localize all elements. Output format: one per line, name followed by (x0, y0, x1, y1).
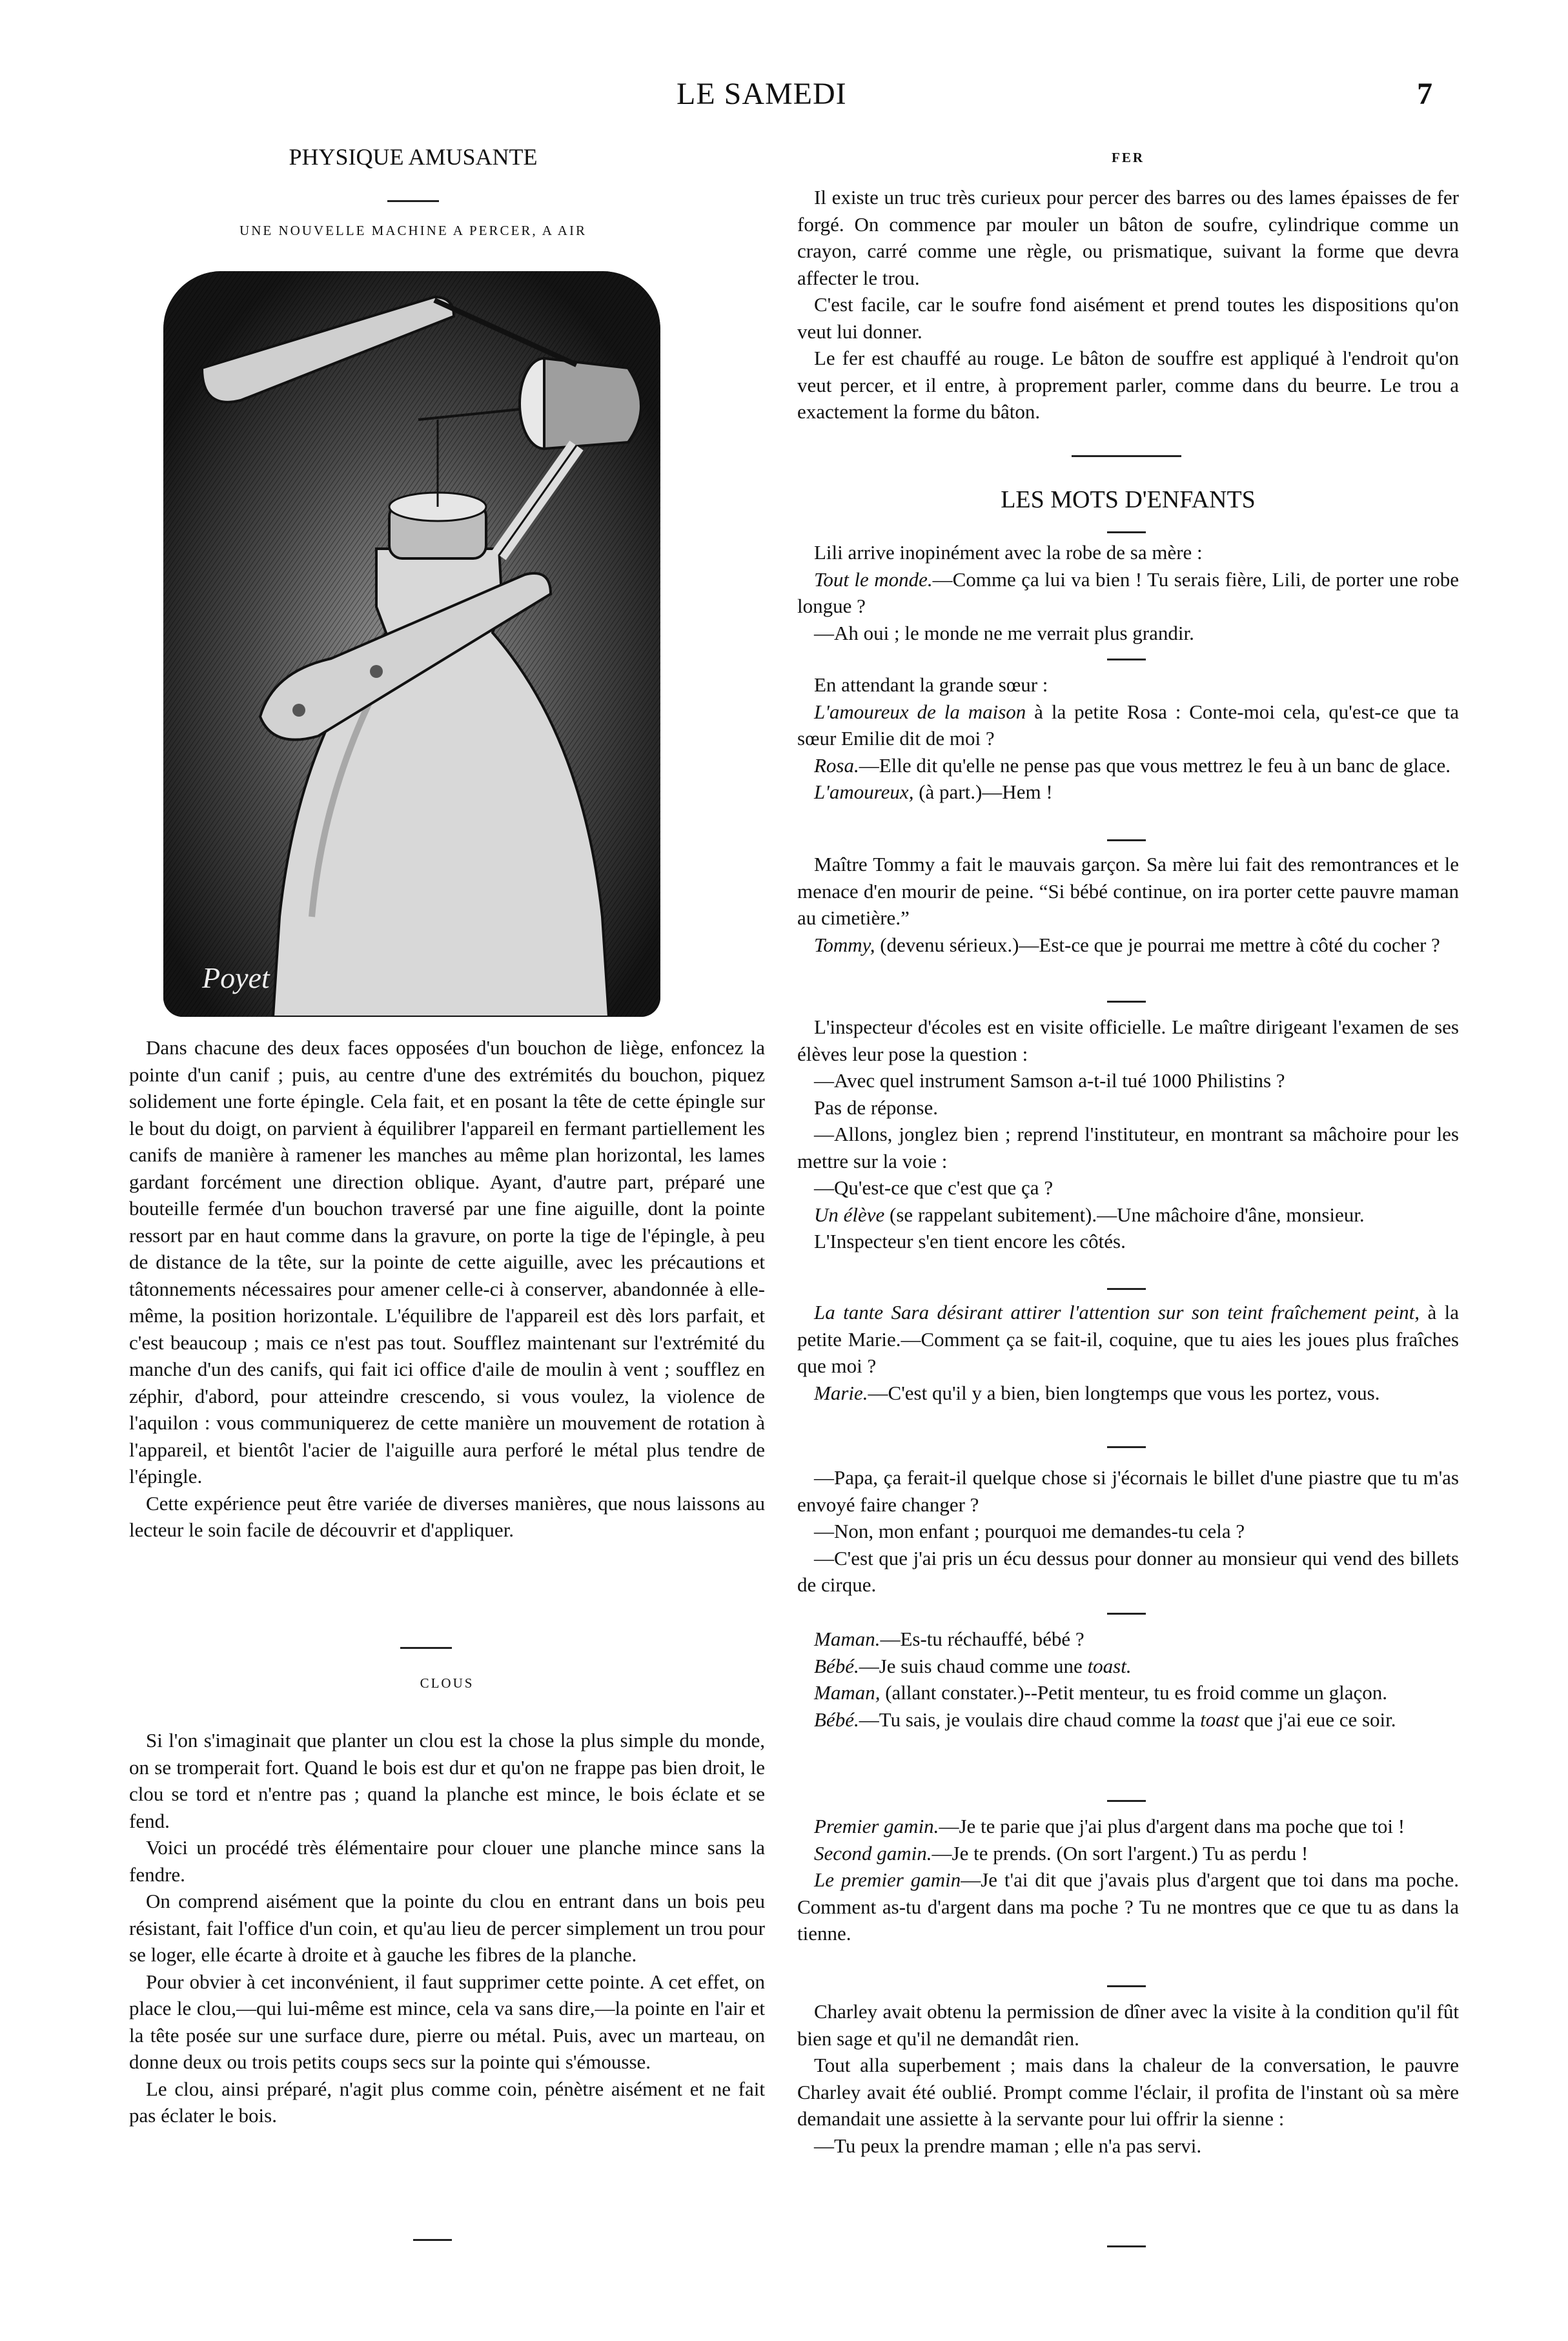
speaker: Tommy, (814, 933, 875, 956)
paragraph: —Allons, jonglez bien ; reprend l'instituteur, en montrant sa mâchoire pour les mettre sur la voie : (797, 1123, 1459, 1172)
paragraph: Tout alla superbement ; mais dans la chaleur de la conversation, le pauvre Charley avait été oublié. Prompt comme l'éclair, il profita de l'instant où sa mère demandait une assiette à la servante pour lui offrir la sienne : (797, 2054, 1459, 2130)
divider (413, 2239, 452, 2241)
paragraph: Pour obvier à cet inconvénient, il faut supprimer cette pointe. A cet effet, on place le clou,—qui lui-même est mince, cela va sans dire,—la pointe en l'air et la tête posée sur une surface dure, pierre ou métal. Puis, avec un marteau, on donne deux ou trois petits coups secs sur la pointe qui s'émousse. (129, 1970, 765, 2073)
speaker: Second gamin. (814, 1841, 932, 1865)
speaker: Maman, (814, 1681, 881, 1704)
divider (1107, 2245, 1146, 2247)
speaker: L'amoureux, (814, 781, 914, 803)
paragraph (797, 1380, 1459, 1407)
paragraph: Cette expérience peut être variée de diverses manières, que nous laissons au lecteur le soin facile de découvrir et d'appliquer. (129, 1491, 765, 1541)
paragraph (797, 752, 1459, 779)
divider (1107, 1613, 1146, 1615)
paragraph (797, 566, 1459, 620)
paragraph: Maître Tommy a fait le mauvais garçon. Sa mère lui fait des remontrances et le menace d'en mourir de peine. “Si bébé continue, on ira porter cette pauvre maman au cimetière.” (797, 853, 1459, 929)
paragraph: Lili arrive inopinément avec la robe de sa mère : (814, 541, 1203, 564)
mots-block-3 (797, 851, 1459, 958)
speaker: Tout le monde. (814, 567, 933, 591)
mots-block-2 (797, 671, 1459, 806)
mots-block-8 (797, 1813, 1459, 1947)
paragraph: Pas de réponse. (814, 1096, 938, 1119)
paragraph: —Ah oui ; le monde ne me verrait plus grandir. (814, 621, 1194, 644)
paragraph: C'est facile, car le soufre fond aisément et prend toutes les dispositions qu'on veut lui donner. (797, 293, 1459, 343)
paragraph: L'inspecteur d'écoles est en visite officielle. Le maître dirigeant l'examen de ses élèves leur pose la question : (797, 1016, 1459, 1065)
paragraph (797, 699, 1459, 752)
speaker: L'amoureux de la maison (814, 700, 1026, 723)
speaker: Premier gamin. (814, 1815, 939, 1837)
dialogue-text: —C'est qu'il y a bien, bien longtemps que vous les portez, vous. (868, 1381, 1380, 1404)
dialogue-text: (se rappelant subitement).—Une mâchoire d'âne, monsieur. (884, 1203, 1365, 1226)
speaker: Maman. (814, 1628, 881, 1650)
dialogue-italic: toast. (1087, 1654, 1132, 1677)
paragraph: —Qu'est-ce que c'est que ça ? (814, 1176, 1054, 1199)
divider (1107, 531, 1146, 533)
paragraph: En attendant la grande sœur : (814, 673, 1048, 696)
paragraph (797, 1866, 1459, 1947)
divider (400, 1647, 452, 1649)
speaker: Bébé. (814, 1654, 859, 1677)
paragraph (797, 1706, 1459, 1733)
paragraph (797, 779, 1459, 806)
speaker: Marie. (814, 1381, 868, 1404)
dialogue-text: —Je t'ai dit que j'avais plus d'argent que toi dans ma poche. Comment as-tu d'argent dans ma poche ? Tu ne montres que ce que tu as dans la tienne. (797, 1868, 1459, 1945)
dialogue-text: (allant constater.)--Petit menteur, tu es froid comme un glaçon. (880, 1681, 1388, 1704)
section-heading-clous: CLOUS (420, 1675, 474, 1691)
paragraph: Dans chacune des deux faces opposées d'un bouchon de liège, enfoncez la pointe d'un canif ; puis, au centre d'une des extrémités du bouchon, piquez solidement une forte épingle. Cela fait, et en posant la tête de cette épingle sur le bout du doigt, on parvient à équilibrer l'appareil en fermant partiellement les canifs de manière à ramener les manches au même plan horizontal, les lames gardant forcément une direction oblique. Ayant, d'autre part, préparé une bouteille fermée d'un bouchon traversé par une fine aiguille, dont la pointe ressort par en haut comme dans la gravure, on porte la tige de l'épingle, à peu de distance de la tête, sur la pointe de cette aiguille, avec les précautions et tâtonnements nécessaires pour amener celle-ci à conserver, abandonnée à elle-même, la position horizontale. L'équilibre de l'appareil est dès lors parfait, et c'est beaucoup ; mais ce n'est pas tout. Soufflez maintenant sur l'extrémité du manche d'un des canifs, qui fait ici office d'aile de moulin à vent ; soufflez en zéphir, d'abord, pour atteindre crescendo, si vous voulez, la violence de l'aquilon : vous communiquerez de cette manière un mouvement de rotation à l'appareil, et bientôt l'acier de l'aiguille aura perforé le métal plus tendre de l'épingle. (129, 1036, 765, 1487)
dialogue-text: —Je te parie que j'ai plus d'argent dans ma poche que toi ! (939, 1815, 1405, 1837)
article-physique-body (129, 1034, 765, 1544)
dialogue-text: (à part.)—Hem ! (913, 781, 1053, 803)
paragraph: Le clou, ainsi préparé, n'agit plus comme coin, pénètre aisément et ne fait pas éclater le bois. (129, 2077, 765, 2127)
paragraph: Voici un procédé très élémentaire pour clouer une planche mince sans la fendre. (129, 1836, 765, 1886)
section-heading-fer: FER (1112, 150, 1145, 165)
dialogue-text: à la petite Marie.—Comment ça se fait-il, coquine, que tu aies les joues plus fraîches que moi ? (797, 1301, 1459, 1377)
mots-block-6 (797, 1464, 1459, 1599)
dialogue-text: —Je suis chaud comme une (859, 1654, 1088, 1677)
speaker: Bébé. (814, 1708, 859, 1731)
paragraph: Le fer est chauffé au rouge. Le bâton de souffre est appliqué à l'endroit qu'on veut percer, et il entre, à proprement parler, comme dans du beurre. Le trou a exactement la forme du bâton. (797, 347, 1459, 423)
paragraph: Il existe un truc très curieux pour percer des barres ou des lames épaisses de fer forgé. On commence par mouler un bâton de soufre, cylindrique comme un crayon, carré comme une règle, ou prismatique, suivant la forme que devra affecter le trou. (797, 186, 1459, 289)
section-divider (1072, 455, 1181, 457)
paragraph (797, 932, 1459, 959)
mots-block-7 (797, 1626, 1459, 1733)
paragraph (797, 1201, 1459, 1229)
paragraph (797, 1813, 1459, 1840)
page-number: 7 (1417, 77, 1433, 111)
section-heading-mots: LES MOTS D'ENFANTS (1001, 486, 1256, 513)
dialogue-text: —Elle dit qu'elle ne pense pas que vous mettrez le feu à un banc de glace. (859, 753, 1451, 777)
paragraph: —Avec quel instrument Samson a-t-il tué 1000 Philistins ? (814, 1069, 1285, 1092)
paragraph: —Tu peux la prendre maman ; elle n'a pas servi. (814, 2134, 1202, 2157)
paragraph: —Papa, ça ferait-il quelque chose si j'écornais le billet d'une piastre que tu m'as envoyé faire changer ? (797, 1466, 1459, 1516)
divider (1107, 659, 1146, 660)
paragraph: L'Inspecteur s'en tient encore les côtés. (814, 1230, 1126, 1252)
speaker: Un élève (814, 1203, 885, 1226)
article-subheading: UNE NOUVELLE MACHINE A PERCER, A AIR (239, 223, 587, 238)
dialogue-italic: toast (1200, 1708, 1239, 1731)
paragraph (797, 1840, 1459, 1867)
paragraph (797, 1626, 1459, 1653)
divider (1107, 1985, 1146, 1987)
illustration-piercing-machine (163, 271, 660, 1017)
dialogue-text: (devenu sérieux.)—Est-ce que je pourrai me mettre à côté du cocher ? (875, 933, 1440, 956)
article-clous-body (129, 1727, 765, 2129)
divider (1107, 1288, 1146, 1290)
paragraph: —Non, mon enfant ; pourquoi me demandes-tu cela ? (814, 1520, 1245, 1542)
speaker: Rosa. (814, 753, 859, 777)
dialogue-text: à la petite Rosa : Conte-moi cela, qu'est-ce que ta sœur Emilie dit de moi ? (797, 700, 1459, 750)
divider (1107, 1001, 1146, 1003)
mots-block-9 (797, 1998, 1459, 2159)
divider (1107, 1800, 1146, 1802)
divider (1107, 1446, 1146, 1448)
dialogue-text: —Comme ça lui va bien ! Tu serais fière, Lili, de porter une robe longue ? (797, 567, 1459, 617)
illustration-signature: Poyet (202, 961, 270, 994)
mots-block-1 (797, 539, 1459, 646)
paragraph (797, 1299, 1459, 1380)
dialogue-text: —Tu sais, je voulais dire chaud comme la (859, 1708, 1201, 1731)
dialogue-text: —Je te prends. (On sort l'argent.) Tu as perdu ! (932, 1841, 1308, 1865)
dialogue-text: que j'ai eue ce soir. (1239, 1708, 1396, 1731)
speaker: Le premier gamin (814, 1868, 961, 1891)
engraving-image (163, 271, 660, 1017)
divider (1107, 839, 1146, 841)
page-header-title: LE SAMEDI (677, 77, 847, 111)
paragraph: —C'est que j'ai pris un écu dessus pour donner au monsieur qui vend des billets de cirque. (797, 1546, 1459, 1596)
section-heading-physique: PHYSIQUE AMUSANTE (289, 144, 538, 170)
paragraph (797, 1679, 1459, 1706)
mots-block-4 (797, 1014, 1459, 1255)
paragraph (797, 1653, 1459, 1680)
speaker: La tante Sara désirant attirer l'attention sur son teint fraîchement peint, (814, 1301, 1420, 1324)
article-fer-body (797, 184, 1459, 425)
divider (387, 200, 439, 202)
paragraph: Charley avait obtenu la permission de dîner avec la visite à la condition qu'il fût bien sage et qu'il ne demandât rien. (797, 2000, 1459, 2050)
mots-block-5 (797, 1299, 1459, 1406)
paragraph: Si l'on s'imaginait que planter un clou est la chose la plus simple du monde, on se tromperait fort. Quand le bois est dur et qu'on ne frappe pas bien droit, le clou se tord et n'entre pas ; quand la planche est mince, le bois éclate et se fend. (129, 1729, 765, 1832)
paragraph: On comprend aisément que la pointe du clou en entrant dans un bois peu résistant, fait l'office d'un coin, et qu'au lieu de percer simplement un trou pour se loger, elle écarte à droite et à gauche les fibres de la planche. (129, 1890, 765, 1966)
dialogue-text: —Es-tu réchauffé, bébé ? (880, 1628, 1084, 1650)
